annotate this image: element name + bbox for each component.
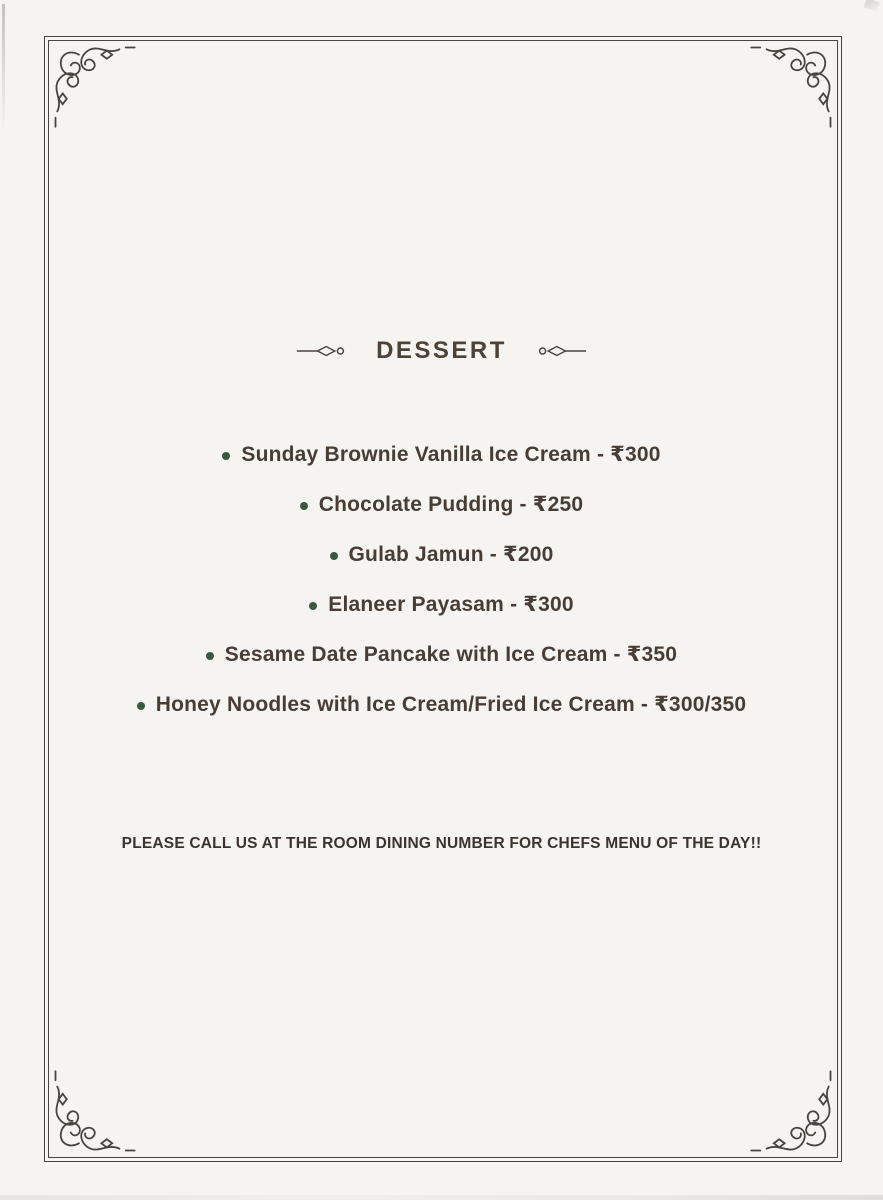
item-name: Gulab Jamun xyxy=(348,543,484,566)
menu-item-label xyxy=(156,693,747,717)
item-separator: - xyxy=(513,493,533,516)
menu-list xyxy=(0,443,883,717)
menu-item xyxy=(309,593,574,617)
menu-item xyxy=(300,493,583,517)
item-price: ₹300 xyxy=(610,443,661,466)
section-title: DESSERT xyxy=(376,337,507,364)
menu-item xyxy=(222,443,660,467)
item-separator: - xyxy=(590,443,611,466)
item-price: ₹350 xyxy=(626,643,678,666)
menu-item-label xyxy=(328,593,574,617)
item-separator: - xyxy=(483,543,504,566)
menu-item-label xyxy=(319,493,583,517)
corner-flourish-icon xyxy=(745,43,835,133)
menu-item-label xyxy=(241,443,660,467)
item-price: ₹300/350 xyxy=(654,693,747,716)
item-name: Sesame Date Pancake with Ice Cream xyxy=(224,643,608,666)
corner-flourish-icon xyxy=(745,1065,835,1155)
footer-note: PLEASE CALL US AT THE ROOM DINING NUMBER FOR CHEFS MENU OF THE DAY!! xyxy=(121,835,762,852)
bullet-icon xyxy=(206,652,214,660)
bullet-icon xyxy=(137,702,145,710)
menu-item xyxy=(330,543,554,567)
menu-item xyxy=(137,693,747,717)
scan-bottom-edge xyxy=(0,1195,883,1200)
section-title-row xyxy=(0,337,883,365)
item-name: Honey Noodles with Ice Cream/Fried Ice Cream xyxy=(155,693,635,716)
item-separator: - xyxy=(607,643,627,666)
item-name: Sunday Brownie Vanilla Ice Cream xyxy=(241,443,591,466)
bullet-icon xyxy=(309,602,317,610)
title-divider-left-icon xyxy=(296,342,346,360)
title-divider-right-icon xyxy=(537,342,587,360)
item-separator: - xyxy=(634,693,655,716)
bullet-icon xyxy=(300,502,308,510)
item-price: ₹300 xyxy=(523,593,574,616)
corner-flourish-icon xyxy=(51,43,141,133)
item-name: Chocolate Pudding xyxy=(318,493,514,516)
bullet-icon xyxy=(222,452,230,460)
menu-item xyxy=(206,643,677,667)
menu-item-label xyxy=(349,543,554,567)
item-name: Elaneer Payasam xyxy=(328,593,505,616)
item-separator: - xyxy=(504,593,524,616)
item-price: ₹200 xyxy=(503,543,554,566)
corner-flourish-icon xyxy=(51,1065,141,1155)
scan-edge-streak xyxy=(2,4,5,134)
bullet-icon xyxy=(330,552,338,560)
item-price: ₹250 xyxy=(532,493,584,516)
menu-item-label xyxy=(225,643,677,667)
scan-corner-speck xyxy=(864,0,881,12)
